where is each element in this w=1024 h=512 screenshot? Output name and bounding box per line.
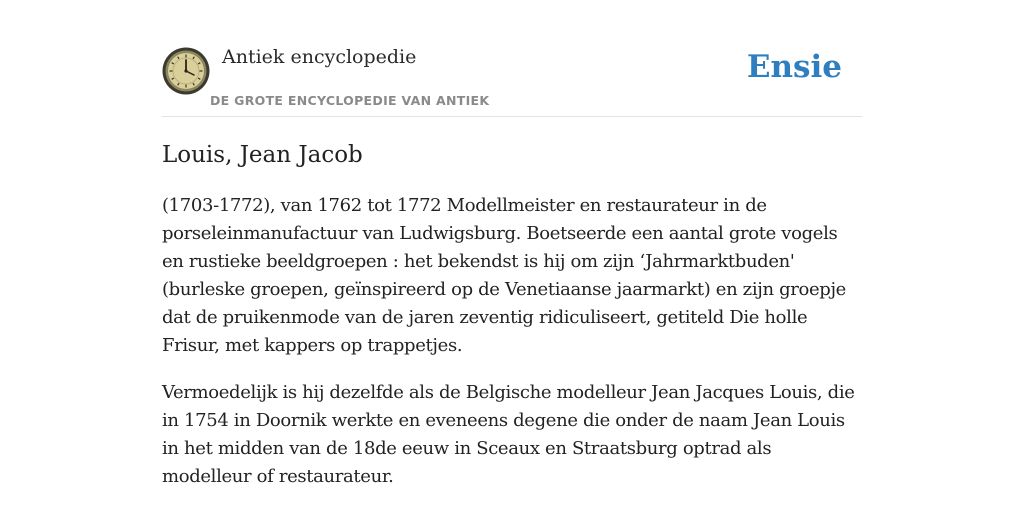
article-title: Louis, Jean Jacob: [162, 142, 363, 168]
site-name[interactable]: Antiek encyclopedie: [222, 46, 417, 68]
article-paragraph-2: Vermoedelijk is hij dezelfde als de Belgische modelleur Jean Jacques Louis, die in 1754 in Doornik werkte en eveneens degene die onder de naam Jean Louis in het midden van de 18de eeuw in Sceaux en Straatsburg optrad als modelleur of restaurateur.: [162, 382, 855, 487]
antique-clock-icon[interactable]: [162, 47, 210, 95]
brand-logo-link[interactable]: Ensie: [746, 49, 842, 85]
site-tagline: DE GROTE ENCYCLOPEDIE VAN ANTIEK: [210, 93, 490, 108]
article: [162, 138, 862, 491]
site-header: [162, 0, 862, 117]
article-paragraph-1: (1703-1772), van 1762 tot 1772 Modellmeister en restaurateur in de porseleinmanufactuur van Ludwigsburg. Boetseerde een aantal grote vogels en rustieke beeldgroepen : het bekendst is hij om zijn ‘Jahrmarktbuden' (burleske groepen, geïnspireerd op de Venetiaanse jaarmarkt) en zijn groepje dat de pruikenmode van de jaren zeventig ridiculiseert, getiteld Die holle Frisur, met kappers op trappetjes.: [162, 195, 846, 356]
